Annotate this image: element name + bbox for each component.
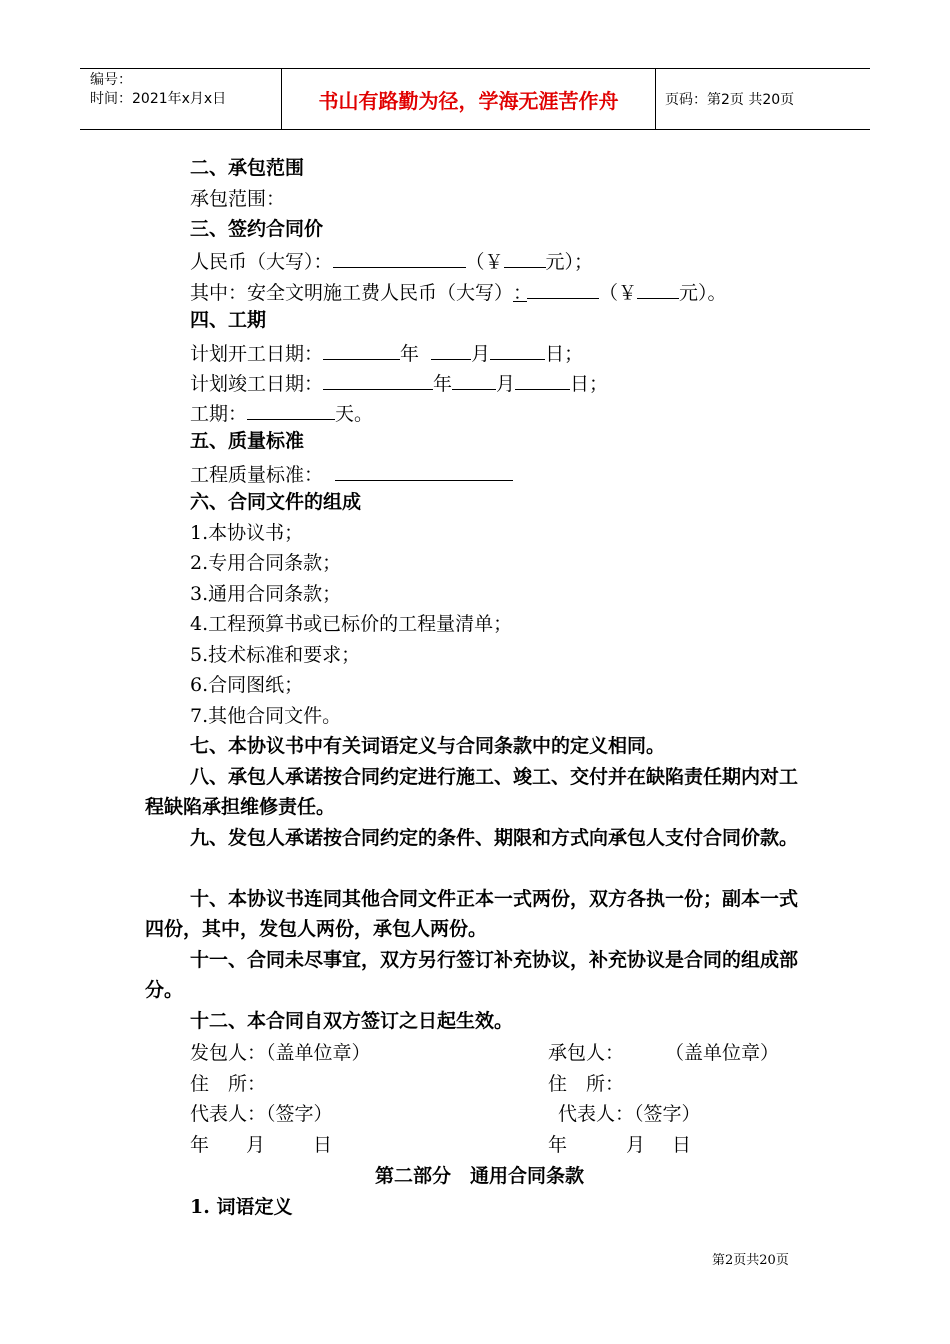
employer-representative: 代表人：（签字） [190, 1103, 333, 1125]
rmb-yen-close: 元）； [545, 251, 594, 273]
section-9: 九、发包人承诺按合同约定的条件、期限和方式向承包人支付合同价款。 [190, 827, 799, 849]
doc-list-item: 3.通用合同条款； [190, 583, 342, 605]
section-2-title: 二、承包范围 [190, 157, 305, 179]
contractor-date-year: 年 [548, 1134, 568, 1156]
section-12: 十二、本合同自双方签订之日起生效。 [190, 1010, 514, 1032]
contractor-seal: （盖单位章） [665, 1042, 780, 1064]
safety-fee-blank [527, 278, 599, 299]
contractor-date-day: 日 [672, 1134, 692, 1156]
safety-yen-close: 元）。 [679, 282, 727, 304]
end-year-label: 年 [433, 373, 453, 395]
document-number: 编号： [90, 72, 132, 88]
end-month-label: 月 [496, 373, 516, 395]
safety-fee-line [190, 278, 727, 305]
quality-line [190, 460, 513, 487]
period-label: 工期： [190, 403, 248, 425]
contractor-date-month: 月 [626, 1134, 646, 1156]
quality-label: 工程质量标准： [190, 464, 324, 486]
safety-fee-label: 其中：安全文明施工费人民币（大写） [190, 282, 514, 304]
doc-list-item: 5.技术标准和要求； [190, 644, 361, 666]
contractor-address: 住 所： [548, 1073, 625, 1095]
start-year-label: 年 [400, 343, 420, 365]
page-footer: 第2页共20页 [712, 1253, 789, 1268]
header-page-number: 页码：第2页 共20页 [665, 92, 795, 108]
section-11: 十一、合同未尽事宜，双方另行签订补充协议，补充协议是合同的组成部分。 [145, 949, 799, 1001]
section-8: 八、承包人承诺按合同约定进行施工、竣工、交付并在缺陷责任期内对工程缺陷承担维修责任。 [145, 766, 799, 818]
end-label: 计划竣工日期： [190, 373, 324, 395]
end-day-label: 日； [570, 373, 609, 395]
period-unit: 天。 [335, 403, 374, 425]
rmb-blank [333, 247, 466, 268]
doc-list-item: 7.其他合同文件。 [190, 705, 342, 727]
section-5-title: 五、质量标准 [190, 430, 305, 452]
yen-blank [504, 247, 546, 268]
safety-yen-open: （￥ [599, 282, 638, 304]
page-header [80, 68, 870, 130]
part-2-item-1: 1. 词语定义 [190, 1196, 293, 1218]
doc-list-item: 1.本协议书； [190, 522, 304, 544]
start-label: 计划开工日期： [190, 343, 324, 365]
employer-date-day: 日 [313, 1134, 333, 1156]
doc-list-item: 2.专用合同条款； [190, 552, 342, 574]
section-4-title: 四、工期 [190, 309, 267, 331]
rmb-label: 人民币（大写）： [190, 251, 333, 273]
safety-fee-colon: ： [513, 282, 533, 304]
period-blank [247, 399, 335, 420]
section-6-title: 六、合同文件的组成 [190, 491, 362, 513]
contractor-label: 承包人： [548, 1042, 625, 1064]
end-year-blank [323, 369, 433, 390]
start-day-label: 日； [545, 343, 584, 365]
document-time: 时间：2021年x月x日 [90, 91, 227, 107]
part-2-title: 第二部分 通用合同条款 [375, 1165, 585, 1187]
header-meta [80, 69, 280, 129]
scope-line: 承包范围： [190, 188, 286, 210]
employer-date-month: 月 [246, 1134, 266, 1156]
planned-start-line [190, 339, 583, 366]
start-year-blank [323, 339, 400, 360]
quality-blank [335, 460, 513, 481]
start-day-blank [490, 339, 545, 360]
start-month-label: 月 [471, 343, 491, 365]
header-motto: 书山有路勤为径，学海无涯苦作舟 [281, 69, 656, 129]
contractor-representative: 代表人：（签字） [558, 1103, 701, 1125]
section-3-title: 三、签约合同价 [190, 218, 324, 240]
employer-date-year: 年 [190, 1134, 210, 1156]
period-line [190, 399, 373, 426]
end-day-blank [515, 369, 570, 390]
end-month-blank [452, 369, 496, 390]
rmb-yen-open: （￥ [465, 251, 504, 273]
section-7: 七、本协议书中有关词语定义与合同条款中的定义相同。 [190, 735, 666, 757]
planned-end-line [190, 369, 608, 396]
doc-list-item: 4.工程预算书或已标价的工程量清单； [190, 613, 513, 635]
start-month-blank [431, 339, 471, 360]
contract-price-line [190, 247, 593, 274]
doc-list-item: 6.合同图纸； [190, 674, 304, 696]
employer-address: 住 所： [190, 1073, 267, 1095]
section-10: 十、本协议书连同其他合同文件正本一式两份，双方各执一份；副本一式四份，其中，发包人两份，承包人两份。 [145, 888, 799, 940]
employer-seal: 发包人：（盖单位章） [190, 1042, 371, 1064]
safety-yen-blank [637, 278, 679, 299]
